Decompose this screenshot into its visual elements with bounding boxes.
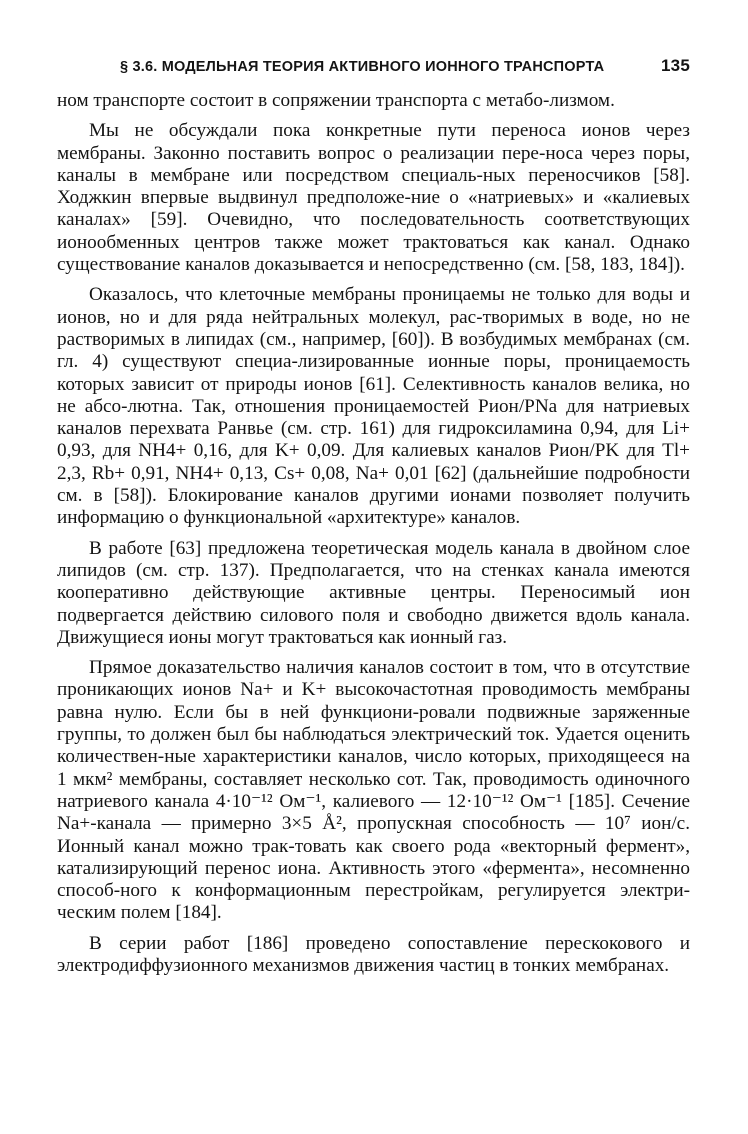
paragraph-6: В серии работ [186] проведено сопоставление перескокового и электродиффузионного механизмов движения частиц в тонких мембранах. — [57, 932, 690, 976]
paragraph-2: Мы не обсуждали пока конкретные пути переноса ионов через мембраны. Законно поставить вопрос о реализации пере-носа через поры, каналы в мембране или посредством специаль-ных переносчиков [58]. Ходжкин впервые выдвинул предположе-ние о «натриевых» и «калиевых каналах» [59]. Очевидно, что последовательность соответствующих ионообменных центров также может трактоваться как канал. Однако существование каналов доказывается и непосредственно (см. [58, 183, 184]). — [57, 120, 690, 276]
page-number: 135 — [661, 56, 690, 75]
paragraph-3: Оказалось, что клеточные мембраны проницаемы не только для воды и ионов, но и для ряда нейтральных молекул, рас-творимых в воде, но не растворимых в липидах (см., например, [60]). В возбудимых мембранах (см. гл. 4) существуют специа-лизированные ионные поры, проницаемость которых зависит от природы ионов [61]. Селективность каналов велика, но не абсо-лютна. Так, отношения проницаемостей Pион/PNa для натриевых каналов перехвата Ранвье (см. стр. 161) для гидроксиламина 0,94, для Li+ 0,93, для NH4+ 0,16, для K+ 0,09. Для калиевых каналов Pион/PK для Tl+ 2,3, Rb+ 0,91, NH4+ 0,13, Cs+ 0,08, Na+ 0,01 [62] (дальнейшие подробности см. в [58]). Блокирование каналов другими ионами позволяет получить информацию о функциональной «архитектуре» каналов. — [57, 284, 690, 529]
body-text — [57, 90, 690, 977]
paragraph-5: Прямое доказательство наличия каналов состоит в том, что в отсутствие проникающих ионов Na+ и K+ высокочастотная проводимость мембраны равна нулю. Если бы в ней функциони-ровали подвижные заряженные группы, то должен был бы наблюдаться электрический ток. Удается оценить количествен-ные характеристики каналов, число которых, приходящееся на 1 мкм² мембраны, составляет несколько сот. Так, проводимость одиночного натриевого канала 4·10⁻¹² Ом⁻¹, калиевого — 12·10⁻¹² Ом⁻¹ [185]. Сечение Na+-канала — примерно 3×5 Å², пропускная способность — 10⁷ ион/с. Ионный канал можно трак-товать как своего рода «векторный фермент», катализирующий перенос иона. Активность этого «фермента», несомненно способ-ного к конформационным перестройкам, регулируется электри-ческим полем [184]. — [57, 657, 690, 924]
running-head — [120, 56, 690, 76]
paragraph-1: ном транспорте состоит в сопряжении транспорта с метабо-лизмом. — [57, 90, 615, 111]
paragraph-4: В работе [63] предложена теоретическая модель канала в двойном слое липидов (см. стр. 137). Предполагается, что на стенках канала имеются кооперативно действующие активные центры. Переносимый ион подвергается действию силового поля и свободно движется вдоль канала. Движущиеся ионы могут трактоваться как ионный газ. — [57, 537, 690, 648]
section-title: § 3.6. МОДЕЛЬНАЯ ТЕОРИЯ АКТИВНОГО ИОННОГО ТРАНСПОРТА — [120, 59, 605, 75]
